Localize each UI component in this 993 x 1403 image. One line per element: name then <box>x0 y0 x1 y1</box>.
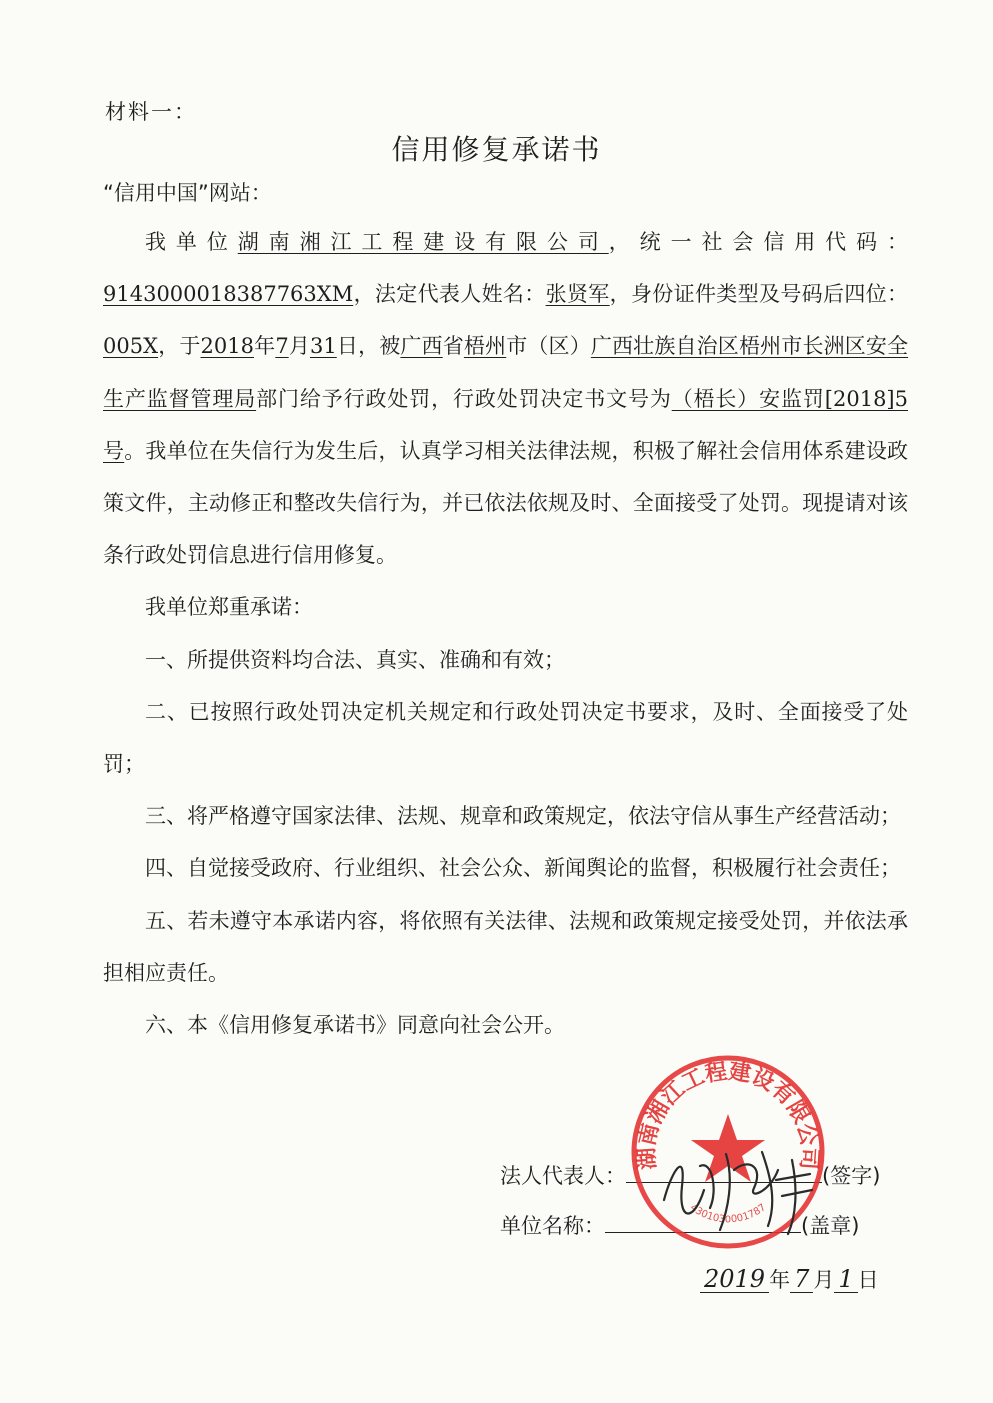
text-segment: 部门给予行政处罚，行政处罚决定书文号为 <box>256 386 672 411</box>
seal-number: 4301030001787 <box>687 1202 769 1226</box>
province: 广西 <box>400 334 443 359</box>
text-segment: 市（区） <box>506 334 591 359</box>
pledge-item-6: 六、本《信用修复承诺书》同意向社会公开。 <box>145 1013 565 1038</box>
date-month: 7 <box>790 1266 813 1293</box>
material-label: 材料一： <box>105 100 197 124</box>
text-segment: ，统一社会信用代码： <box>608 230 908 254</box>
penalty-year: 2018 <box>200 334 254 359</box>
pledge-item-3: 三、将严格遵守国家法律、法规、规章和政策规定，依法守信从事生产经营活动； <box>145 804 901 829</box>
rep-label: 法人代表人： <box>500 1164 626 1188</box>
text-segment: 月 <box>288 334 311 359</box>
pledge-item-1: 一、所提供资料均合法、真实、准确和有效； <box>145 647 565 672</box>
text-segment: ，法定代表人姓名： <box>353 282 546 307</box>
penalty-month: 7 <box>275 334 289 359</box>
page-title: 信用修复承诺书 <box>391 133 602 166</box>
city: 梧州 <box>463 334 507 359</box>
text-segment: 省 <box>442 334 464 359</box>
signature-stroke <box>664 1152 812 1234</box>
text-segment: ，身份证件类型及号码后四位： <box>609 282 909 307</box>
date-day: 1 <box>834 1266 857 1293</box>
sign-date <box>700 1264 879 1294</box>
text-segment: 日，被 <box>336 334 401 359</box>
unit-suffix: (盖章) <box>801 1214 860 1238</box>
text-segment: 。我单位在失信行为发生后，认真学习相关法律法规，积极了解社会信用体系建设政策文件，主动修正和整改失信行为，并已依法依规及时、全面接受了处罚。现提请对该条行政处罚信息进行信用修复。 <box>103 438 909 568</box>
pledge-item-5: 五、若未遵守本承诺内容，将依照有关法律、法规和政策规定接受处罚，并依法承担相应责任。 <box>103 908 908 985</box>
text-segment: ，于 <box>158 334 201 359</box>
letter-body <box>103 216 908 1051</box>
pledge-item-4: 四、自觉接受政府、行业组织、社会公众、新闻舆论的监督，积极履行社会责任； <box>145 856 901 881</box>
penalty-day: 31 <box>310 334 337 359</box>
date-day-unit: 日 <box>857 1268 879 1292</box>
text-segment: 我单位 <box>145 230 238 254</box>
addressee: “信用中国”网站： <box>103 181 272 205</box>
pledge-item-2: 二、已按照行政处罚决定机关规定和行政处罚决定书要求，及时、全面接受了处罚； <box>103 699 908 777</box>
rep-name: 张贤军 <box>545 282 610 307</box>
date-month-unit: 月 <box>813 1268 835 1292</box>
date-year-unit: 年 <box>769 1268 791 1292</box>
rep-suffix: (签字) <box>822 1164 881 1188</box>
company-name: 湖南湘江工程建设有限公司 <box>237 230 609 254</box>
date-year: 2019 <box>700 1266 769 1293</box>
paragraph-main <box>103 216 908 581</box>
handwritten-signature <box>652 1130 822 1240</box>
decision-doc-number: （梧长）安监罚[2018]5号 <box>103 386 908 463</box>
seal-text: 湖南湘江工程建设有限公司 <box>634 1059 822 1171</box>
paragraph-pledge-intro: 我单位郑重承诺： <box>145 595 313 620</box>
department: 广西壮族自治区梧州市长洲区安全生产监督管理局 <box>103 334 909 411</box>
id-last4: 005X <box>103 334 159 359</box>
unit-label: 单位名称： <box>500 1214 605 1238</box>
text-segment: 年 <box>253 334 276 359</box>
credit-code: 9143000018387763XM <box>103 282 354 307</box>
